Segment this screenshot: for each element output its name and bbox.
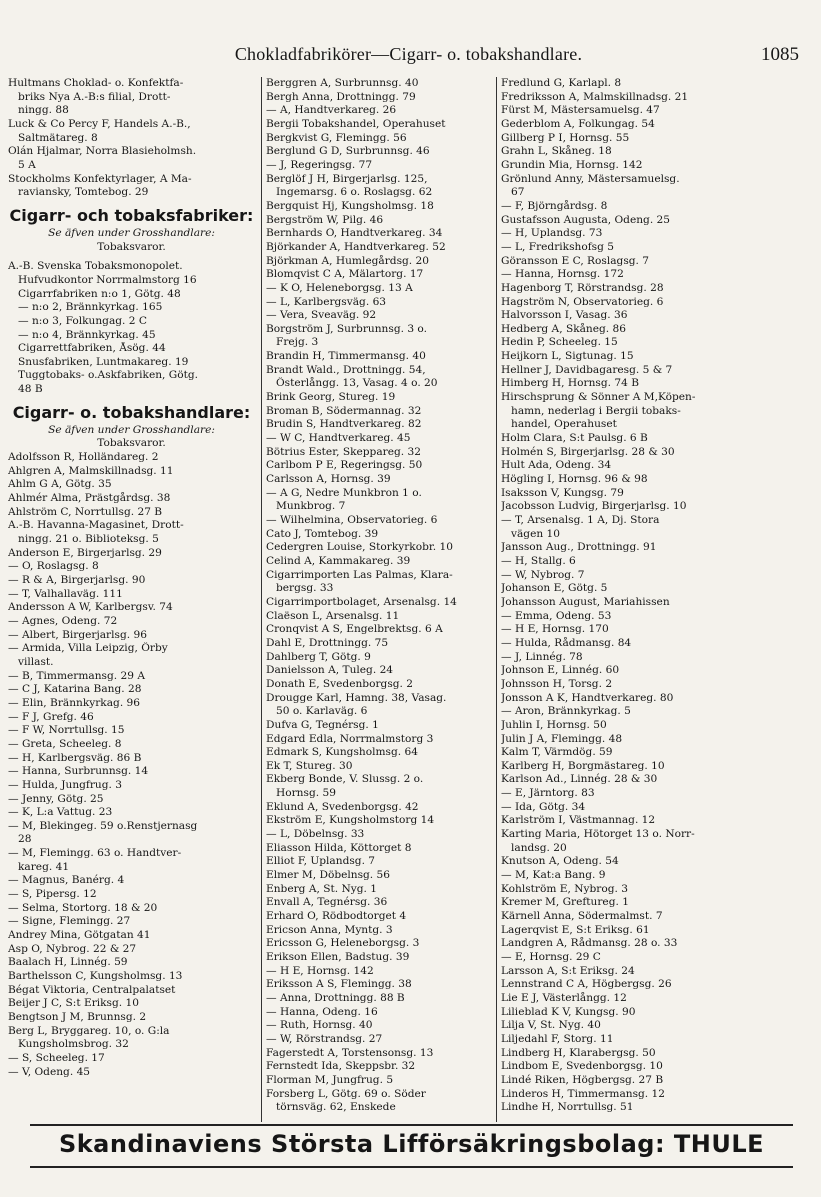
directory-entry: Karlberg H, Borgmästareg. 10 — [501, 759, 665, 772]
directory-entry: — F W, Norrtullsg. 15 — [8, 724, 125, 737]
directory-entry: bergsg. 33 — [276, 582, 334, 595]
directory-entry: Bötrius Ester, Skeppareg. 32 — [266, 445, 421, 458]
directory-entry: Cigarrimporten Las Palmas, Klara- — [266, 568, 453, 581]
directory-entry: Carlbom P E, Regeringsg. 50 — [266, 459, 423, 472]
column-2 — [261, 77, 496, 1122]
directory-entry: Fredlund G, Karlapl. 8 — [501, 77, 622, 89]
directory-entry: Bergquist Hj, Kungsholmsg. 18 — [266, 199, 434, 212]
directory-entry: A.-B. Havanna-Magasinet, Drott- — [8, 519, 184, 532]
directory-entry: Grahn L, Skåneg. 18 — [501, 145, 612, 158]
directory-entry: Karlström I, Västmannag. 12 — [501, 814, 656, 827]
directory-entry: — n:o 3, Folkungag. 2 C — [18, 314, 148, 327]
directory-entry: Linderos H, Timmermansg. 12 — [501, 1087, 666, 1100]
directory-entry: Baalach H, Linnég. 59 — [8, 956, 128, 969]
directory-entry: — R & A, Birgerjarlsg. 90 — [8, 574, 146, 586]
directory-entry: Julin J A, Flemingg. 48 — [501, 732, 623, 745]
directory-entry: Gillberg P I, Hornsg. 55 — [501, 131, 630, 144]
directory-entry: Tuggtobaks- o.Askfabriken, Götg. — [18, 369, 199, 382]
directory-entry: Ekström E, Kungsholmstorg 14 — [266, 814, 435, 827]
directory-entry: — Vera, Sveaväg. 92 — [266, 309, 377, 322]
directory-entry: Adolfsson R, Holländareg. 2 — [8, 451, 159, 464]
directory-entry: Halvorsson I, Vasag. 36 — [501, 309, 628, 322]
directory-entry: Erhard O, Rödbodtorget 4 — [266, 910, 407, 923]
directory-entry: — J, Linnég. 78 — [501, 650, 583, 663]
banner-rule-bottom — [30, 1166, 793, 1168]
directory-entry: Ahlström C, Norrtullsg. 27 B — [8, 505, 163, 518]
directory-entry: — C J, Katarina Bang. 28 — [8, 683, 142, 696]
directory-entry: — Magnus, Banérg. 4 — [8, 874, 125, 887]
directory-entry: Dahl E, Drottningg. 75 — [266, 636, 389, 649]
directory-entry: törnsväg. 62, Enskede — [276, 1101, 396, 1114]
section-heading-tobacco-dealers: Cigarr- o. tobakshandlare: — [12, 402, 251, 422]
directory-entry: Envall A, Tegnérsg. 36 — [266, 896, 388, 909]
directory-entry: Lagerqvist E, S:t Eriksg. 61 — [501, 923, 650, 936]
directory-entry: Fagerstedt A, Torstensonsg. 13 — [266, 1046, 434, 1059]
directory-entry: Fernstedt Ida, Skeppsbr. 32 — [266, 1060, 416, 1073]
directory-entry: Blomqvist C A, Mälartorg. 17 — [266, 268, 424, 281]
directory-entry: Knutson A, Odeng. 54 — [501, 855, 619, 868]
directory-entry: Ekberg Bonde, V. Slussg. 2 o. — [266, 773, 424, 786]
section-note: Tobaksvaror. — [97, 437, 166, 450]
directory-entry: 28 — [18, 833, 32, 846]
directory-entry: — T, Valhallaväg. 111 — [8, 587, 123, 600]
directory-entry: — Hulda, Rådmansg. 84 — [501, 636, 632, 649]
directory-entry: Bergkvist G, Flemingg. 56 — [266, 131, 407, 144]
directory-entry: — S, Pipersg. 12 — [8, 888, 97, 901]
directory-entry: Lindhe H, Norrtullsg. 51 — [501, 1101, 634, 1114]
directory-entry: — M, Flemingg. 63 o. Handtver- — [8, 847, 182, 860]
column-3 — [496, 77, 816, 1122]
directory-entry: — Hanna, Odeng. 16 — [266, 1005, 378, 1018]
advertisement-banner: Skandinaviens Största Lifförsäkringsbolag: THULE — [58, 1130, 765, 1158]
directory-entry: — Ruth, Hornsg. 40 — [266, 1019, 373, 1032]
directory-entry: Bernhards O, Handtverkareg. 34 — [266, 227, 443, 240]
directory-entry: — Greta, Scheeleg. 8 — [8, 737, 122, 750]
directory-entry: — Jenny, Götg. 25 — [8, 792, 104, 805]
directory-entry: Hedberg A, Skåneg. 86 — [501, 322, 627, 335]
directory-entry: — H, Karlbergsväg. 86 B — [8, 751, 142, 764]
directory-entry: Holmén S, Birgerjarlsg. 28 & 30 — [501, 445, 675, 458]
directory-entry: — B, Timmermansg. 29 A — [8, 669, 145, 682]
directory-entry: ningg. 21 o. Biblioteksg. 5 — [18, 533, 159, 546]
directory-entry: Jansson Aug., Drottningg. 91 — [501, 541, 657, 554]
directory-entry: Liljedahl F, Storg. 11 — [501, 1032, 614, 1045]
directory-entry: Berglöf J H, Birgerjarlsg. 125, — [266, 172, 428, 185]
directory-entry: Donath E, Svedenborgsg. 2 — [266, 677, 414, 690]
section-note: Se äfven under Grosshandlare: — [48, 226, 215, 239]
directory-entry: — V, Odeng. 45 — [8, 1065, 91, 1078]
directory-entry: Cigarrimportbolaget, Arsenalsg. 14 — [266, 595, 457, 608]
directory-entry: 67 — [511, 186, 525, 199]
directory-entry: Cronqvist A S, Engelbrektsg. 6 A — [266, 623, 443, 636]
directory-entry: Bergström W, Pilg. 46 — [266, 213, 384, 226]
page-number: 1085 — [761, 44, 799, 65]
directory-entry: Berglund G D, Surbrunnsg. 46 — [266, 145, 430, 158]
directory-entry: Holm Clara, S:t Paulsg. 6 B — [501, 432, 648, 445]
directory-entry: Kalm T, Värmdög. 59 — [501, 746, 613, 759]
directory-entry: Erikson Ellen, Badstug. 39 — [266, 951, 410, 963]
directory-entry: — Albert, Birgerjarlsg. 96 — [8, 628, 147, 641]
directory-entry: briks Nya A.-B:s filial, Drott- — [18, 90, 171, 103]
directory-entry: Björkander A, Handtverkareg. 52 — [266, 240, 446, 253]
directory-entry: Ahlgren A, Malmskillnadsg. 11 — [8, 464, 174, 477]
directory-entry: — H E, Hornsg. 170 — [501, 623, 609, 636]
directory-entry: — Armida, Villa Leipzig, Örby — [8, 642, 168, 655]
directory-entry: Edgard Edla, Norrmalmstorg 3 — [266, 732, 434, 745]
directory-entry: — Elin, Brännkyrkag. 96 — [8, 696, 141, 709]
directory-entry: Johnson E, Linnég. 60 — [501, 664, 620, 677]
directory-entry: Fredriksson A, Malmskillnadsg. 21 — [501, 90, 689, 103]
directory-entry: Stockholms Konfektyrlager, A Ma- — [8, 172, 192, 185]
directory-entry: Juhlin I, Hornsg. 50 — [501, 718, 607, 731]
page-title: Chokladfabrikörer—Cigarr- o. tobakshandlare. — [234, 44, 583, 64]
directory-columns — [8, 77, 813, 1122]
directory-entry: — H, Uplandsg. 73 — [501, 227, 603, 240]
directory-entry: Ahlm G A, Götg. 35 — [8, 478, 112, 491]
directory-entry: Eriksson A S, Flemingg. 38 — [266, 978, 412, 991]
directory-entry: Brink Georg, Stureg. 19 — [266, 391, 396, 404]
directory-entry: Jacobsson Ludvig, Birgerjarlsg. 10 — [501, 500, 687, 513]
directory-entry: Lilieblad K V, Kungsg. 90 — [501, 1005, 636, 1018]
directory-entry: Johanson E, Götg. 5 — [501, 582, 608, 595]
directory-entry: — J, Regeringsg. 77 — [266, 158, 373, 171]
directory-entry: Olán Hjalmar, Norra Blasieholmsh. — [8, 145, 197, 158]
directory-entry: Ek T, Stureg. 30 — [266, 759, 353, 772]
directory-entry: Andersson A W, Karlbergsv. 74 — [8, 601, 173, 614]
directory-entry: Ericsson G, Heleneborgsg. 3 — [266, 937, 420, 950]
directory-entry: Hedin P, Scheeleg. 15 — [501, 336, 618, 349]
directory-entry: Forsberg L, Götg. 69 o. Söder — [266, 1087, 426, 1100]
directory-entry: Lindberg H, Klarabergsg. 50 — [501, 1046, 656, 1059]
directory-entry: — Hanna, Surbrunnsg. 14 — [8, 765, 149, 778]
directory-entry: Kremer M, Greftureg. 1 — [501, 896, 629, 909]
directory-entry: Björkman A, Humlegårdsg. 20 — [266, 254, 430, 267]
directory-entry: — W, Rörstrandsg. 27 — [266, 1032, 383, 1045]
directory-entry: Hellner J, Davidbagaresg. 5 & 7 — [501, 363, 673, 376]
directory-entry: Hirschsprung & Sönner A M,Köpen- — [501, 391, 696, 404]
directory-entry: Berg L, Bryggareg. 10, o. G:la — [8, 1024, 170, 1037]
directory-entry: vägen 10 — [511, 527, 561, 540]
directory-entry: Himberg H, Hornsg. 74 B — [501, 377, 639, 390]
directory-entry: Gederblom A, Folkungag. 54 — [501, 117, 655, 130]
directory-entry: Edmark S, Kungsholmsg. 64 — [266, 746, 418, 759]
directory-entry: Elliot F, Uplandsg. 7 — [266, 855, 376, 868]
directory-entry: Hultmans Choklad- o. Konfektfa- — [8, 77, 184, 89]
directory-entry: — F, Björngårdsg. 8 — [501, 199, 608, 212]
section-heading-cigar-factories: Cigarr- och tobaksfabriker: — [9, 205, 254, 225]
directory-entry: — W C, Handtverkareg. 45 — [266, 432, 411, 445]
directory-entry: — Hanna, Hornsg. 172 — [501, 268, 624, 281]
directory-entry: landsg. 20 — [511, 841, 567, 854]
directory-entry: Dahlberg T, Götg. 9 — [266, 650, 371, 663]
section-note: Tobaksvaror. — [97, 240, 166, 253]
directory-entry: Kärnell Anna, Södermalmst. 7 — [501, 910, 663, 923]
directory-entry: — A G, Nedre Munkbron 1 o. — [266, 486, 422, 499]
directory-entry: Hornsg. 59 — [276, 787, 336, 800]
directory-entry: — H E, Hornsg. 142 — [266, 964, 374, 977]
directory-entry: Florman M, Jungfrug. 5 — [266, 1073, 394, 1086]
directory-entry: Karlson Ad., Linnég. 28 & 30 — [501, 773, 658, 786]
directory-entry: — M, Blekingeg. 59 o.Renstjernasg — [8, 819, 198, 832]
directory-entry: Bégat Viktoria, Centralpalatset — [8, 983, 176, 996]
directory-entry: Lindé Riken, Högbergsg. 27 B — [501, 1073, 664, 1086]
directory-entry: — H, Stallg. 6 — [501, 554, 576, 567]
directory-entry: Grundin Mia, Hornsg. 142 — [501, 158, 643, 171]
directory-entry: Cigarrettfabriken, Åsög. 44 — [18, 342, 166, 355]
directory-entry: — Ida, Götg. 34 — [501, 800, 586, 813]
directory-entry: Cigarrfabriken n:o 1, Götg. 48 — [18, 287, 181, 300]
directory-entry: Lie E J, Västerlångg. 12 — [501, 991, 627, 1004]
directory-entry: Borgström J, Surbrunnsg. 3 o. — [266, 322, 427, 335]
directory-entry: — n:o 4, Brännkyrkag. 45 — [18, 328, 156, 341]
column-1 — [8, 77, 255, 1122]
directory-entry: Brandin H, Timmermansg. 40 — [266, 350, 426, 363]
directory-entry: Drougge Karl, Hamng. 38, Vasag. — [266, 691, 447, 704]
section-note: Se äfven under Grosshandlare: — [48, 423, 215, 436]
directory-entry: Enberg A, St. Nyg. 1 — [266, 882, 377, 895]
directory-entry: Gustafsson Augusta, Odeng. 25 — [501, 213, 671, 226]
directory-entry: — K, L:a Vattug. 23 — [8, 806, 113, 819]
directory-entry: — Anna, Drottningg. 88 B — [266, 991, 405, 1004]
directory-entry: — W, Nybrog. 7 — [501, 568, 585, 581]
directory-entry: Claëson L, Arsenalsg. 11 — [266, 609, 400, 622]
directory-entry: Lindbom E, Svedenborgsg. 10 — [501, 1060, 663, 1073]
directory-entry: — n:o 2, Brännkyrkag. 165 — [18, 301, 163, 314]
directory-entry: Lilja V, St. Nyg. 40 — [501, 1019, 601, 1032]
directory-entry: Hufvudkontor Norrmalmstorg 16 — [18, 273, 197, 286]
directory-entry: Landgren A, Rådmansg. 28 o. 33 — [501, 937, 678, 950]
directory-entry: Hagström N, Observatorieg. 6 — [501, 295, 664, 308]
directory-entry: Saltmätareg. 8 — [18, 131, 98, 144]
directory-entry: ningg. 88 — [18, 104, 69, 117]
directory-entry: Barthelsson C, Kungsholmsg. 13 — [8, 970, 183, 983]
directory-entry: — L, Fredrikshofsg 5 — [501, 240, 614, 253]
directory-entry: Ericson Anna, Myntg. 3 — [266, 923, 393, 936]
directory-entry: Asp O, Nybrog. 22 & 27 — [8, 942, 137, 955]
directory-entry: Fürst M, Mästersamuelsg. 47 — [501, 104, 660, 117]
directory-entry: Kohlström E, Nybrog. 3 — [501, 882, 628, 895]
directory-entry: Ingemarsg. 6 o. Roslagsg. 62 — [276, 186, 433, 199]
directory-entry: — Aron, Brännkyrkag. 5 — [501, 705, 631, 718]
directory-entry: — E, Järntorg. 83 — [501, 787, 595, 800]
directory-entry: Carlsson A, Hornsg. 39 — [266, 473, 391, 486]
directory-entry: — K O, Heleneborgsg. 13 A — [266, 281, 413, 294]
directory-entry: — Wilhelmina, Observatorieg. 6 — [266, 514, 438, 526]
directory-entry: Anderson E, Birgerjarlsg. 29 — [8, 546, 162, 559]
directory-entry: 5 A — [18, 158, 36, 171]
directory-entry: Berggren A, Surbrunnsg. 40 — [266, 77, 419, 89]
directory-entry: Hagenborg T, Rörstrandsg. 28 — [501, 281, 664, 294]
directory-entry: Jonsson A K, Handtverkareg. 80 — [501, 691, 674, 704]
directory-entry: Göransson E C, Roslagsg. 7 — [501, 254, 650, 267]
directory-entry: Karting Maria, Hötorget 13 o. Norr- — [501, 828, 695, 841]
directory-entry: Bengtson J M, Brunnsg. 2 — [8, 1011, 147, 1023]
directory-entry: — Agnes, Odeng. 72 — [8, 614, 118, 627]
directory-entry: — T, Arsenalsg. 1 A, Dj. Stora — [501, 514, 660, 526]
directory-entry: Celind A, Kammakareg. 39 — [266, 554, 411, 567]
directory-entry: — S, Scheeleg. 17 — [8, 1051, 105, 1064]
directory-entry: kareg. 41 — [18, 860, 70, 873]
directory-entry: 50 o. Karlaväg. 6 — [276, 705, 368, 718]
directory-entry: A.-B. Svenska Tobaksmonopolet. — [8, 260, 183, 273]
directory-entry: Danielsson A, Tuleg. 24 — [266, 664, 394, 677]
directory-entry: — Signe, Flemingg. 27 — [8, 915, 131, 928]
directory-entry: Ahlmér Alma, Prästgårdsg. 38 — [8, 492, 171, 505]
directory-entry: Kungsholmsbrog. 32 — [18, 1038, 129, 1051]
directory-entry: Heijkorn L, Sigtunag. 15 — [501, 350, 634, 363]
directory-entry: — Hulda, Jungfrug. 3 — [8, 778, 122, 791]
directory-entry: Bergh Anna, Drottningg. 79 — [266, 90, 416, 103]
directory-entry: villast. — [18, 655, 54, 668]
directory-entry: Munkbrog. 7 — [276, 500, 346, 513]
directory-entry: Hult Ada, Odeng. 34 — [501, 459, 612, 472]
directory-entry: — A, Handtverkareg. 26 — [266, 104, 397, 117]
directory-entry: Elmer M, Döbelnsg. 56 — [266, 869, 391, 882]
directory-entry: Snusfabriken, Luntmakareg. 19 — [18, 355, 189, 368]
directory-entry: Larsson A, S:t Eriksg. 24 — [501, 964, 635, 977]
directory-entry: Högling I, Hornsg. 96 & 98 — [501, 473, 648, 486]
directory-entry: Lennstrand C A, Högbergsg. 26 — [501, 978, 672, 991]
directory-entry: Beijer J C, S:t Eriksg. 10 — [8, 997, 139, 1010]
directory-entry: — O, Roslagsg. 8 — [8, 560, 99, 573]
directory-entry: Frejg. 3 — [276, 336, 319, 349]
directory-entry: Isaksson V, Kungsg. 79 — [501, 486, 624, 499]
directory-entry: Luck & Co Percy F, Handels A.-B., — [8, 117, 191, 130]
directory-entry: Österlångg. 13, Vasag. 4 o. 20 — [276, 377, 438, 390]
directory-entry: — E, Hornsg. 29 C — [501, 951, 601, 963]
directory-entry: Dufva G, Tegnérsg. 1 — [266, 718, 379, 731]
directory-entry: — Emma, Odeng. 53 — [501, 609, 612, 622]
directory-entry: Grönlund Anny, Mästersamuelsg. — [501, 172, 680, 185]
directory-entry: Johansson August, Mariahissen — [501, 595, 670, 608]
page-header — [18, 44, 799, 72]
banner-rule-top — [30, 1124, 793, 1126]
directory-entry: raviansky, Tomtebog. 29 — [18, 186, 149, 199]
directory-entry: Brandt Wald., Drottningg. 54, — [266, 363, 426, 376]
directory-entry: Johnsson H, Torsg. 2 — [501, 677, 613, 690]
directory-entry: Brudin S, Handtverkareg. 82 — [266, 418, 422, 431]
directory-entry: Andrey Mina, Götgatan 41 — [8, 929, 151, 942]
directory-entry: handel, Operahuset — [511, 418, 617, 431]
directory-entry: hamn, nederlag i Bergii tobaks- — [511, 404, 681, 417]
directory-entry: — M, Kat:a Bang. 9 — [501, 869, 606, 882]
directory-entry: Cedergren Louise, Storkyrkobr. 10 — [266, 541, 453, 554]
directory-entry: — L, Döbelnsg. 33 — [266, 828, 365, 841]
directory-entry: Eliasson Hilda, Köttorget 8 — [266, 841, 412, 854]
directory-entry: — L, Karlbergsväg. 63 — [266, 295, 387, 308]
directory-entry: Cato J, Tomtebog. 39 — [266, 527, 379, 540]
directory-entry: — F J, Grefg. 46 — [8, 710, 94, 723]
directory-entry: 48 B — [18, 383, 43, 396]
directory-entry: Broman B, Södermannag. 32 — [266, 404, 422, 417]
directory-entry: Bergii Tobakshandel, Operahuset — [266, 117, 446, 130]
directory-entry: Eklund A, Svedenborgsg. 42 — [266, 800, 419, 813]
directory-entry: — Selma, Stortorg. 18 & 20 — [8, 901, 158, 914]
